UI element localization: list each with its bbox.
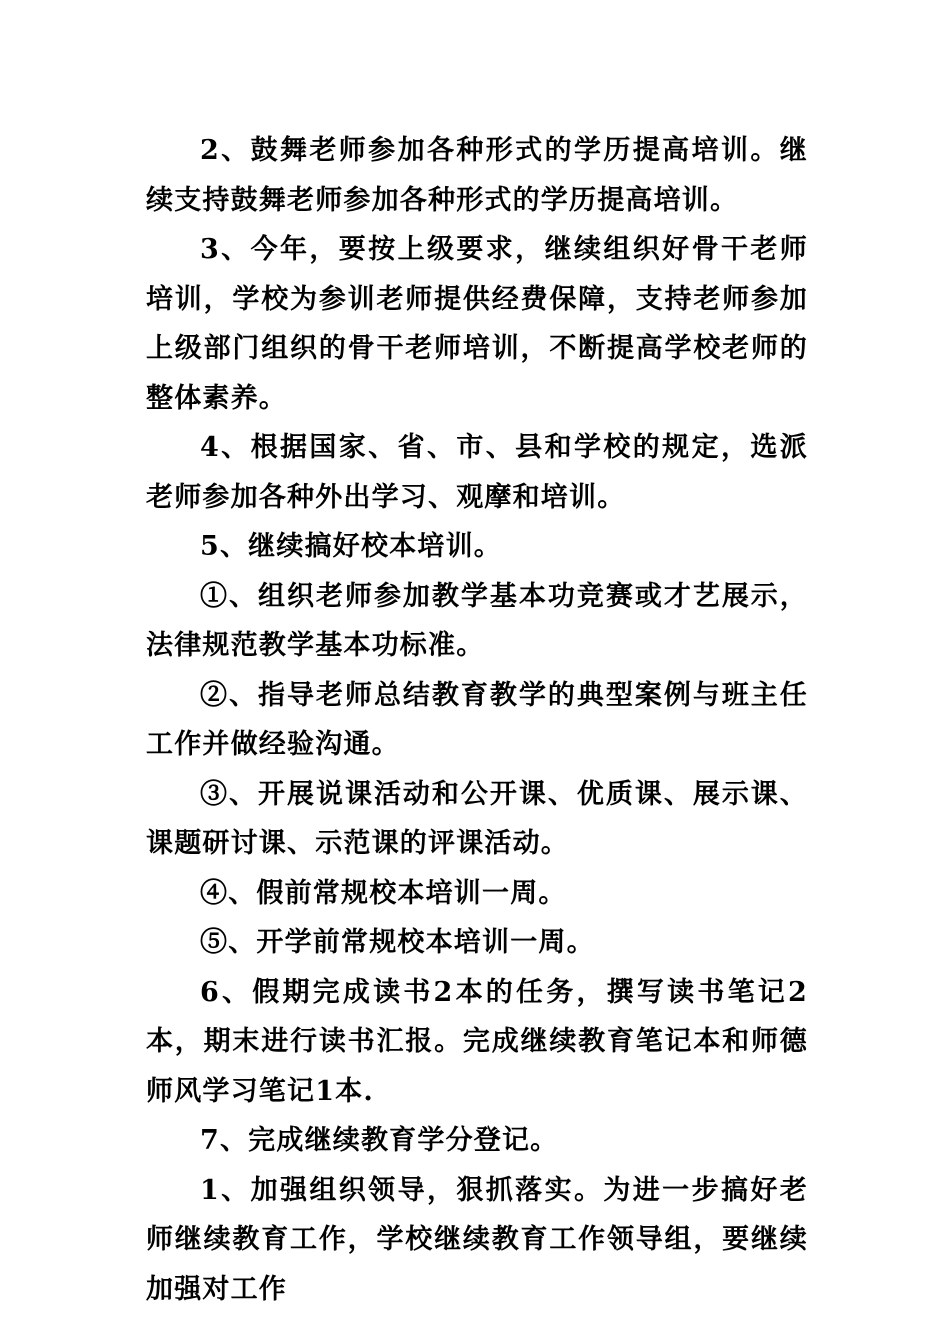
paragraph-item-competition: ①、组织老师参加教学基本功竞赛或才艺展示，法律规范教学基本功标准。 [146, 580, 808, 661]
paragraph-reading-task: 6、假期完成读书2本的任务，撰写读书笔记2本，期末进行读书汇报。完成继续教育笔记本和师德师风学习笔记1本. [146, 976, 808, 1107]
paragraph-organization-leadership: 1、加强组织领导，狠抓落实。为进一步搞好老师继续教育工作，学校继续教育工作领导组，要继续加强对工作 [146, 1174, 808, 1305]
paragraph-school-based-training: 5、继续搞好校本培训。 [200, 531, 502, 562]
paragraph-external-study: 4、根据国家、省、市、县和学校的规定，选派老师参加各种外出学习、观摩和培训。 [146, 432, 808, 513]
paragraph-credit-registration: 7、完成继续教育学分登记。 [200, 1125, 559, 1156]
paragraph-item-case-summary: ②、指导老师总结教育教学的典型案例与班主任工作并做经验沟通。 [146, 679, 808, 760]
document-body [146, 126, 808, 1314]
paragraph-item-pre-holiday-training: ④、假前常规校本培训一周。 [200, 877, 567, 909]
paragraph-degree-training: 2、鼓舞老师参加各种形式的学历提高培训。继续支持鼓舞老师参加各种形式的学历提高培训。 [146, 135, 808, 216]
paragraph-item-pre-term-training: ⑤、开学前常规校本培训一周。 [200, 927, 595, 958]
paragraph-backbone-teacher-training: 3、今年，要按上级要求，继续组织好骨干老师培训，学校为参训老师提供经费保障，支持老师参加上级部门组织的骨干老师培训，不断提高学校老师的整体素养。 [146, 234, 808, 414]
paragraph-item-lesson-activities: ③、开展说课活动和公开课、优质课、展示课、课题研讨课、示范课的评课活动。 [146, 778, 808, 859]
